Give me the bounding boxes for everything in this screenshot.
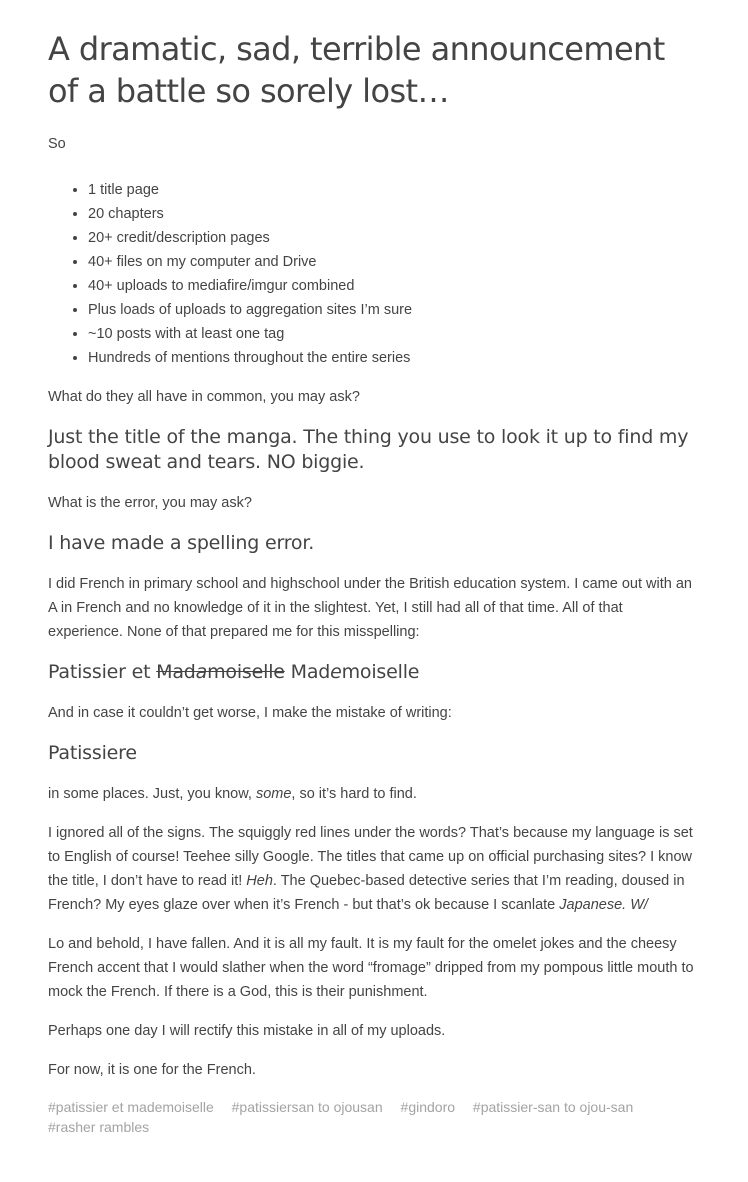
paragraph-ignored-signs: I ignored all of the signs. The squiggly red lines under the words? That’s because my language is set to English of course! Teehee silly Google. The titles that came up on official purchasing sites? I know the title, I don’t have to read it! Heh. The Quebec-based detective series that I’m reading, doused in French? My eyes glaze over when it’s French - but that’s ok because I scanlate Japanese. W/ [48, 825, 693, 913]
corrected-title: Mademoiselle [290, 661, 420, 683]
title-prefix: Patissier et [48, 661, 157, 683]
misspelled-title: Madamoiselle [156, 661, 285, 683]
list-item: • 1 title page [88, 178, 700, 202]
tag-link[interactable]: #patissier-san to ojou-san [472, 1099, 634, 1115]
intro-text: So [48, 136, 66, 152]
list-item: • Hundreds of mentions throughout the entire series [88, 346, 700, 370]
bullet-list [48, 178, 700, 370]
paragraph-for-now: For now, it is one for the French. [48, 1062, 256, 1078]
heading-spelling-error: I have made a spelling error. [48, 532, 315, 554]
question-common: What do they all have in common, you may ask? [48, 389, 360, 405]
list-item: • 20+ credit/description pages [88, 226, 700, 250]
tag-link[interactable]: #rasher rambles [48, 1119, 150, 1135]
list-item: • Plus loads of uploads to aggregation sites I’m sure [88, 298, 700, 322]
tag-link[interactable]: #gindoro [400, 1099, 456, 1115]
post-tags [48, 1097, 700, 1137]
paragraph-french-school: I did French in primary school and highschool under the British education system. I came out with an A in French and no knowledge of it in the slightest. Yet, I still had all of that time. All of that experience. None of that prepared me for this misspelling: [48, 576, 692, 640]
heading-patissiere: Patissiere [48, 742, 137, 764]
list-item: • 20 chapters [88, 202, 700, 226]
heading-correct-title [48, 660, 700, 685]
list-item: • 40+ files on my computer and Drive [88, 250, 700, 274]
paragraph-some-places: in some places. Just, you know, some, so it’s hard to find. [48, 786, 417, 802]
tag-link[interactable]: #patissiersan to ojousan [231, 1099, 383, 1115]
heading-title-of-manga: Just the title of the manga. The thing you use to look it up to find my blood sweat and tears. NO biggie. [48, 426, 689, 473]
paragraph-worse: And in case it couldn’t get worse, I make the mistake of writing: [48, 705, 452, 721]
list-item: • ~10 posts with at least one tag [88, 322, 700, 346]
question-error: What is the error, you may ask? [48, 495, 252, 511]
tag-link[interactable]: #patissier et mademoiselle [48, 1099, 214, 1115]
list-item: • 40+ uploads to mediafire/imgur combined [88, 274, 700, 298]
post-title: A dramatic, sad, terrible announcement of a battle so sorely lost… [48, 30, 665, 110]
paragraph-perhaps: Perhaps one day I will rectify this mistake in all of my uploads. [48, 1023, 446, 1039]
paragraph-lo-and-behold: Lo and behold, I have fallen. And it is all my fault. It is my fault for the omelet jokes and the cheesy French accent that I would slather when the word “fromage” dripped from my pompous little mouth to mock the French. If there is a God, this is their punishment. [48, 936, 694, 1000]
